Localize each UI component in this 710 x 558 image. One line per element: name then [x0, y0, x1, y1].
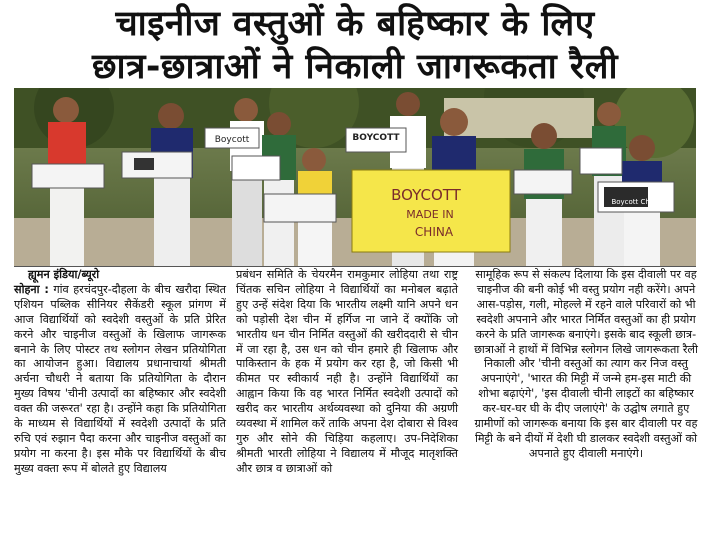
- svg-text:CHINA: CHINA: [414, 225, 454, 239]
- dateline: सोहना :: [14, 282, 49, 296]
- column-2-text: प्रबंधन समिति के चेयरमैन रामकुमार लोहिया तथा राष्ट्र चिंतक सचिन लोहिया ने विद्यार्थियों का मनोबल बढ़ाते हुए उन्हें संदेश दिया कि भारतीय लक्ष्मी यानि अपने धन को पड़ोसी देश चीन में हर्गिज ना जाने दें क्योंकि जो भारतीय धन चीन निर्मित वस्तुओं की खरीददारी से चीन में जा रहा है, उस धन को चीन हमारे ही खिलाफ और पाकिस्तान के हक में प्रयोग कर रहा है, जो किसी भी कीमत पर स्वीकार्य नही है। उन्होंने विद्यार्थियों का आह्वान किया कि वह भारत निर्मित स्वदेशी उत्पादों को खरीद कर भारतीय अर्थव्यवस्था को दुनिया की अग्रणी व्यवस्था में शामिल करें ताकि अपना देश दोबारा से विश्व गुरु और सोने की चिड़िया कहलाए। उप-निदेशिका श्रीमती भारती लोहिया ने विद्यालय में मौजूद मातृशक्ति और छात्र व छात्राओं को: [236, 268, 458, 475]
- article-column-2: [236, 268, 458, 477]
- headline: [0, 0, 710, 88]
- article-column-3: [472, 268, 700, 462]
- article-body: [14, 266, 700, 556]
- placard-small-3: Boycott China: [611, 198, 661, 206]
- column-3-text: सामूहिक रूप से संकल्प दिलाया कि इस दीवाली पर वह चाइनीज की बनी कोई भी वस्तु प्रयोग नही करेंगे। अपने आस-पड़ोस, गली, मोहल्ले में रहने वाले परिवारों को भी स्वदेशी अपनाने और भारत निर्मित वस्तुओं का ही प्रयोग करने के प्रति जागरूक बनाएंगे। इसके बाद स्कूली छात्र-छात्राओं ने हाथों में विभिन्न स्लोगन लिखे जागरूकता रैली निकाली और 'चीनी वस्तुओं का त्याग कर निज वस्तु अपनाएंगे', 'भारत की मिट्टी में जन्मे हम-इस माटी की शोभा बढ़ाएंगे', 'इस दीवाली चीनी लाइटों का बहिष्कार कर-घर-घर घी के दीए जलाएंगे' के उद्घोष लगाते हुए ग्रामीणों को जागरूक बनाया कि इस बार दीवाली पर वह मिट्टी के बने दीयों में देशी घी डालकर स्वदेशी वस्तुओं को अपनाते हुए दीवाली मनाएंगे।: [474, 268, 698, 460]
- column-1-text: गांव हरचंदपुर-दौहला के बीच खरौदा स्थित एशियन पब्लिक सीनियर सैकेंडरी स्कूल प्रांगण में आज विद्यार्थियों को स्वदेशी वस्तुओं के प्रति प्रेरित करने और चाइनीज वस्तुओं के खिलाफ जागरूक बनाने के लिए पोस्टर तथ स्लोगन लेखन प्रतियोगिता का आयोजन हुआ। विद्यालय प्रधानाचार्या श्रीमती अर्चना चौधरी ने बताया कि प्रतियोगिता के दौरान मुख्य विषय 'चीनी उत्पादों का बहिष्कार और स्वदेशी वक्त की जरूरत' रहा है। उन्होंने कहा कि प्रतियोगिता के माध्यम से विद्यार्थियों में स्वदेशी उत्पादों के प्रति रुचि एवं रुझान पैदा करना और चाइनीज वस्तुओं का प्रयोग ना करना है। इस मौके पर विद्यार्थियों के बीच मुख्य वक्ता रूप में बोलते हुए विद्यालय: [14, 282, 226, 475]
- placard-main: BOYCOTT: [391, 186, 461, 204]
- students-rally-photo: [14, 88, 696, 266]
- headline-line-1: चाइनीज वस्तुओं के बहिष्कार के लिए: [115, 4, 595, 44]
- placard-small-1: Boycott: [214, 135, 250, 145]
- byline: ह्यूमन इंडिया/ब्यूरो: [28, 268, 100, 281]
- article-column-1: [14, 268, 226, 477]
- news-photo: [14, 88, 696, 267]
- placard-small-2: BOYCOTT: [352, 133, 400, 143]
- svg-text:MADE IN: MADE IN: [406, 208, 454, 221]
- headline-line-2: छात्र-छात्राओं ने निकाली जागरूकता रैली: [91, 47, 619, 87]
